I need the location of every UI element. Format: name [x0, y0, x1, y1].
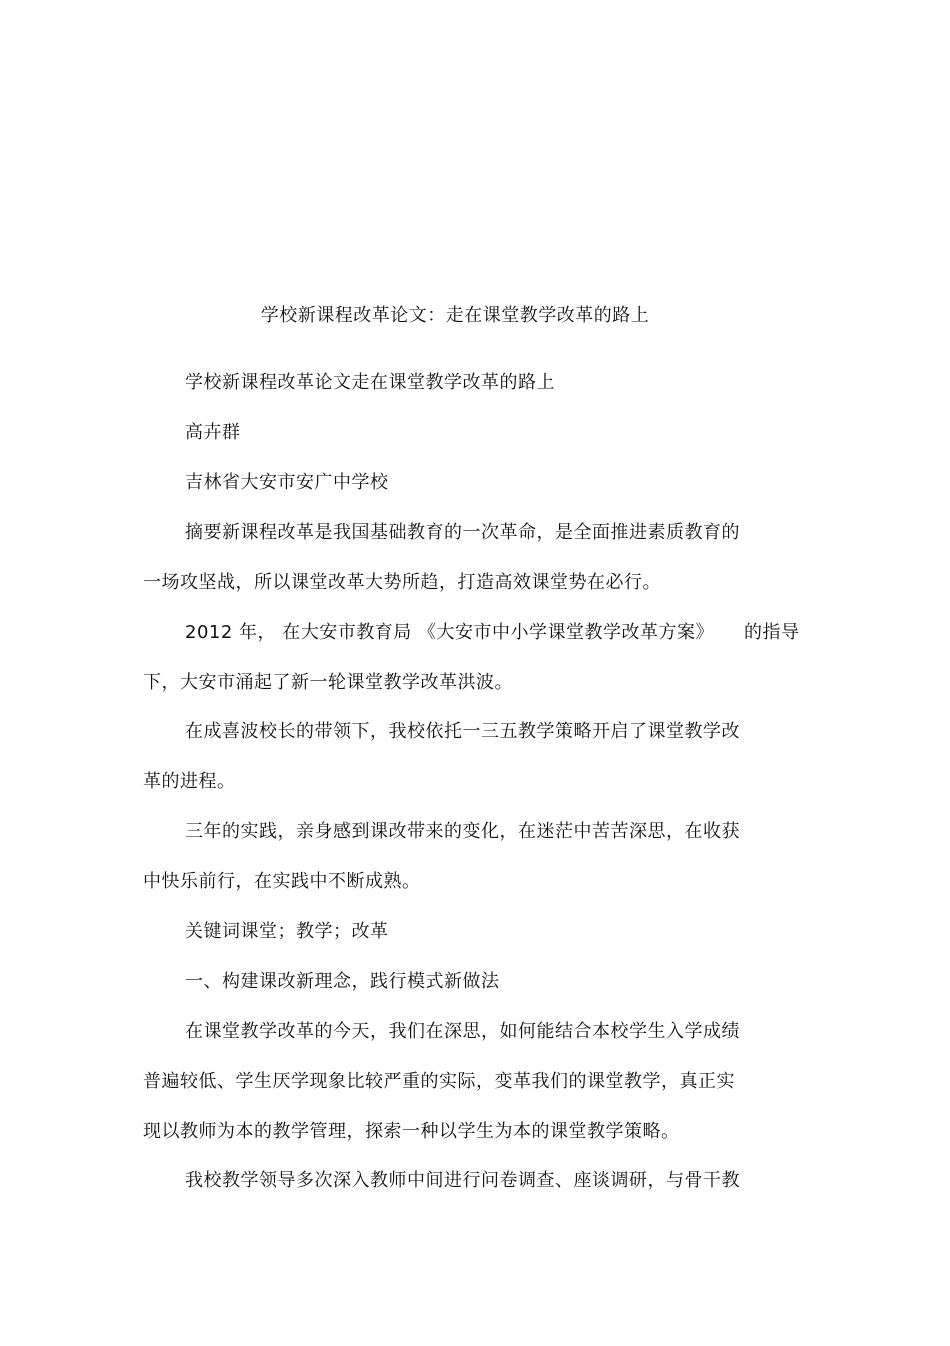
paragraph-1-line-1	[185, 621, 799, 645]
paragraph-1-line-1-end: 的指导	[743, 622, 800, 643]
abstract-line-1: 摘要新课程改革是我国基础教育的一次革命，是全面推进素质教育的	[185, 522, 740, 543]
document-subtitle: 学校新课程改革论文走在课堂教学改革的路上	[185, 372, 555, 393]
paragraph-2-line-2: 革的进程。	[143, 771, 236, 792]
section-heading-1: 一、构建课改新理念，践行模式新做法	[185, 971, 500, 992]
paragraph-3-line-1: 三年的实践，亲身感到课改带来的变化，在迷茫中苦苦深思，在收获	[185, 821, 740, 842]
paragraph-1-line-2: 下，大安市涌起了新一轮课堂教学改革洪波。	[143, 672, 513, 693]
paragraph-4-line-3: 现以教师为本的教学管理，探索一种以学生为本的课堂教学策略。	[143, 1121, 680, 1142]
author-affiliation: 吉林省大安市安广中学校	[185, 472, 389, 493]
abstract-line-2: 一场攻坚战，所以课堂改革大势所趋，打造高效课堂势在必行。	[143, 572, 661, 593]
keywords: 关键词课堂；教学；改革	[185, 921, 389, 942]
paragraph-5-line-1: 我校教学领导多次深入教师中间进行问卷调查、座谈调研，与骨干教	[185, 1170, 740, 1191]
paragraph-3-line-2: 中快乐前行，在实践中不断成熟。	[143, 871, 421, 892]
paragraph-2-line-1: 在成喜波校长的带领下，我校依托一三五教学策略开启了课堂教学改	[185, 721, 740, 742]
paragraph-4-line-2: 普遍较低、学生厌学现象比较严重的实际，变革我们的课堂教学，真正实	[143, 1071, 735, 1092]
document-title: 学校新课程改革论文：走在课堂教学改革的路上	[260, 305, 650, 326]
paragraph-1-line-1-main: 2012 年， 在大安市教育局 《大安市中小学课堂教学改革方案》	[185, 622, 714, 643]
author-name: 高卉群	[185, 422, 241, 443]
paragraph-4-line-1: 在课堂教学改革的今天，我们在深思，如何能结合本校学生入学成绩	[185, 1021, 740, 1042]
